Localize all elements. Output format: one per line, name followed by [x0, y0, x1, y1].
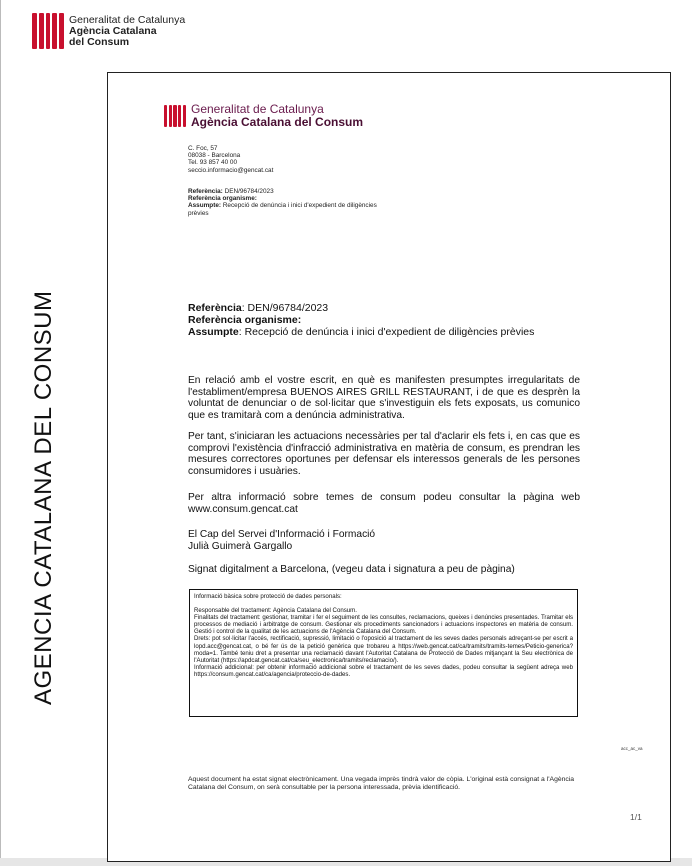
reference-block	[188, 302, 534, 338]
org-ref-label: Referència organisme:	[188, 195, 257, 203]
ref-label: Referència	[188, 302, 242, 314]
ref-value: DEN/96784/2023	[224, 188, 274, 195]
dp-title: Informació bàsica sobre protecció de dades personals:	[194, 593, 342, 600]
header-org-line2: Agència Catalana	[69, 24, 157, 37]
subject-value: : Recepció de denúncia i inici d'expedient de diligències prèvies	[238, 326, 535, 338]
letter-logo	[164, 103, 363, 129]
ref-value: : DEN/96784/2023	[241, 302, 329, 314]
address-line: C. Foc, 57	[188, 145, 218, 152]
dp-purposes: Finalitats del tractament: gestionar, tramitar i fer el seguiment de les consultes, reclamacions, queixes i denúncies presentades. Tramitar els processos de mediació i arbitratge de consum. Gestionar els procediments sancionadors i actuacions inspectores en matèria de consum. Gestió i control de la qualitat de les actuacions de l'Agència Catalana del Consum.	[194, 614, 573, 636]
subject-value: Recepció de denúncia i inici d'expedient de diligències prèvies	[188, 202, 377, 217]
signer-title: El Cap del Servei d'Informació i Formació	[188, 529, 376, 540]
generalitat-emblem-icon	[164, 105, 186, 127]
header-org-line1: Generalitat de Catalunya	[69, 13, 186, 26]
dp-rights: Drets: pot sol·licitar l'accés, rectificació, supressió, limitació o l'oposició al tractament de les seves dades personals adreçant-se per escrit a lopd.acc@gencat.cat, o bé fer ús de la petició genèrica que trobareu a https://web.gencat.cat/ca/tramits/tramits-temes/Peticio-generica?moda=1. També teniu dret a presentar una reclamació davant l'Autoritat Catalana de Protecció de Dades mitjançant la Seu electrònica de l'Autoritat (https://apdcat.gencat.cat/ca/seu_electronica/tramits/reclamacio/).	[194, 635, 573, 664]
subject-label: Assumpte:	[188, 202, 222, 210]
header-org-name	[69, 15, 185, 48]
signature-block	[188, 529, 580, 552]
body-paragraph-3: Per altra informació sobre temes de consum podeu consultar la pàgina web www.consum.gencat.cat	[188, 492, 580, 515]
footer-note: Aquest document ha estat signat electrònicament. Una vegada imprès tindrà valor de còpia. L'original està consignat a l'Agència Catalana del Consum, on serà consultable per la persona interessada, prèvia identificació.	[188, 776, 575, 792]
ref-label: Referència:	[188, 188, 223, 195]
org-ref-label: Referència organisme:	[188, 314, 302, 326]
signed-note: Signat digitalment a Barcelona, (vegeu data i signatura a peu de pàgina)	[188, 564, 515, 575]
address-line: seccio.informacio@gencat.cat	[188, 166, 274, 174]
subject-label: Assumpte	[188, 326, 239, 338]
address-line: Tel. 93 857 40 00	[188, 159, 238, 167]
reference-block-small	[188, 188, 398, 217]
dp-additional: Informació addicional: per obtenir informació addicional sobre el tractament de les seves dades, podeu consultar la següent adreça web https://consum.gencat.cat/ca/agencia/proteccio-de-dades.	[194, 663, 573, 678]
body-paragraph-1: En relació amb el vostre escrit, en què es manifesten presumptes irregularitats de l'establiment/empresa BUENOS AIRES GRILL RESTAURANT, i de que es desprèn la voluntat de denunciar o de sol·licitar que s'investiguin els fets exposats, us comunico que es tramitarà com a denúncia administrativa.	[188, 375, 580, 421]
side-title: AGENCIA CATALANA DEL CONSUM	[30, 290, 57, 705]
page-edge	[0, 0, 1, 866]
letter-logo-line2: Agència Catalana del Consum	[191, 115, 364, 129]
generalitat-emblem-icon	[32, 13, 64, 49]
letter-org-name	[191, 103, 363, 129]
letter-page	[107, 72, 671, 862]
body-paragraph-2: Per tant, s'iniciaran les actuacions necessàries per tal d'aclarir els fets i, en cas que es comprovi l'existència d'infracció administrativa en matèria de consum, es prendran les mesures correctores oportunes per defensar els interessos generals de les persones consumidores i usuàries.	[188, 431, 580, 477]
sender-address	[188, 145, 273, 174]
header-org-line3: del Consum	[69, 35, 130, 48]
signer-name: Julià Guimerà Gargallo	[188, 540, 293, 552]
address-line: 08038 - Barcelona	[188, 152, 241, 160]
dp-responsible: Responsable del tractament: Agència Catalana del Consum.	[194, 607, 357, 615]
data-protection-box	[189, 589, 578, 717]
page-number: 1/1	[630, 812, 642, 822]
header-logo	[32, 13, 185, 49]
document-code: acc_ac_va	[621, 746, 643, 751]
letter-logo-line1: Generalitat de Catalunya	[191, 102, 324, 116]
